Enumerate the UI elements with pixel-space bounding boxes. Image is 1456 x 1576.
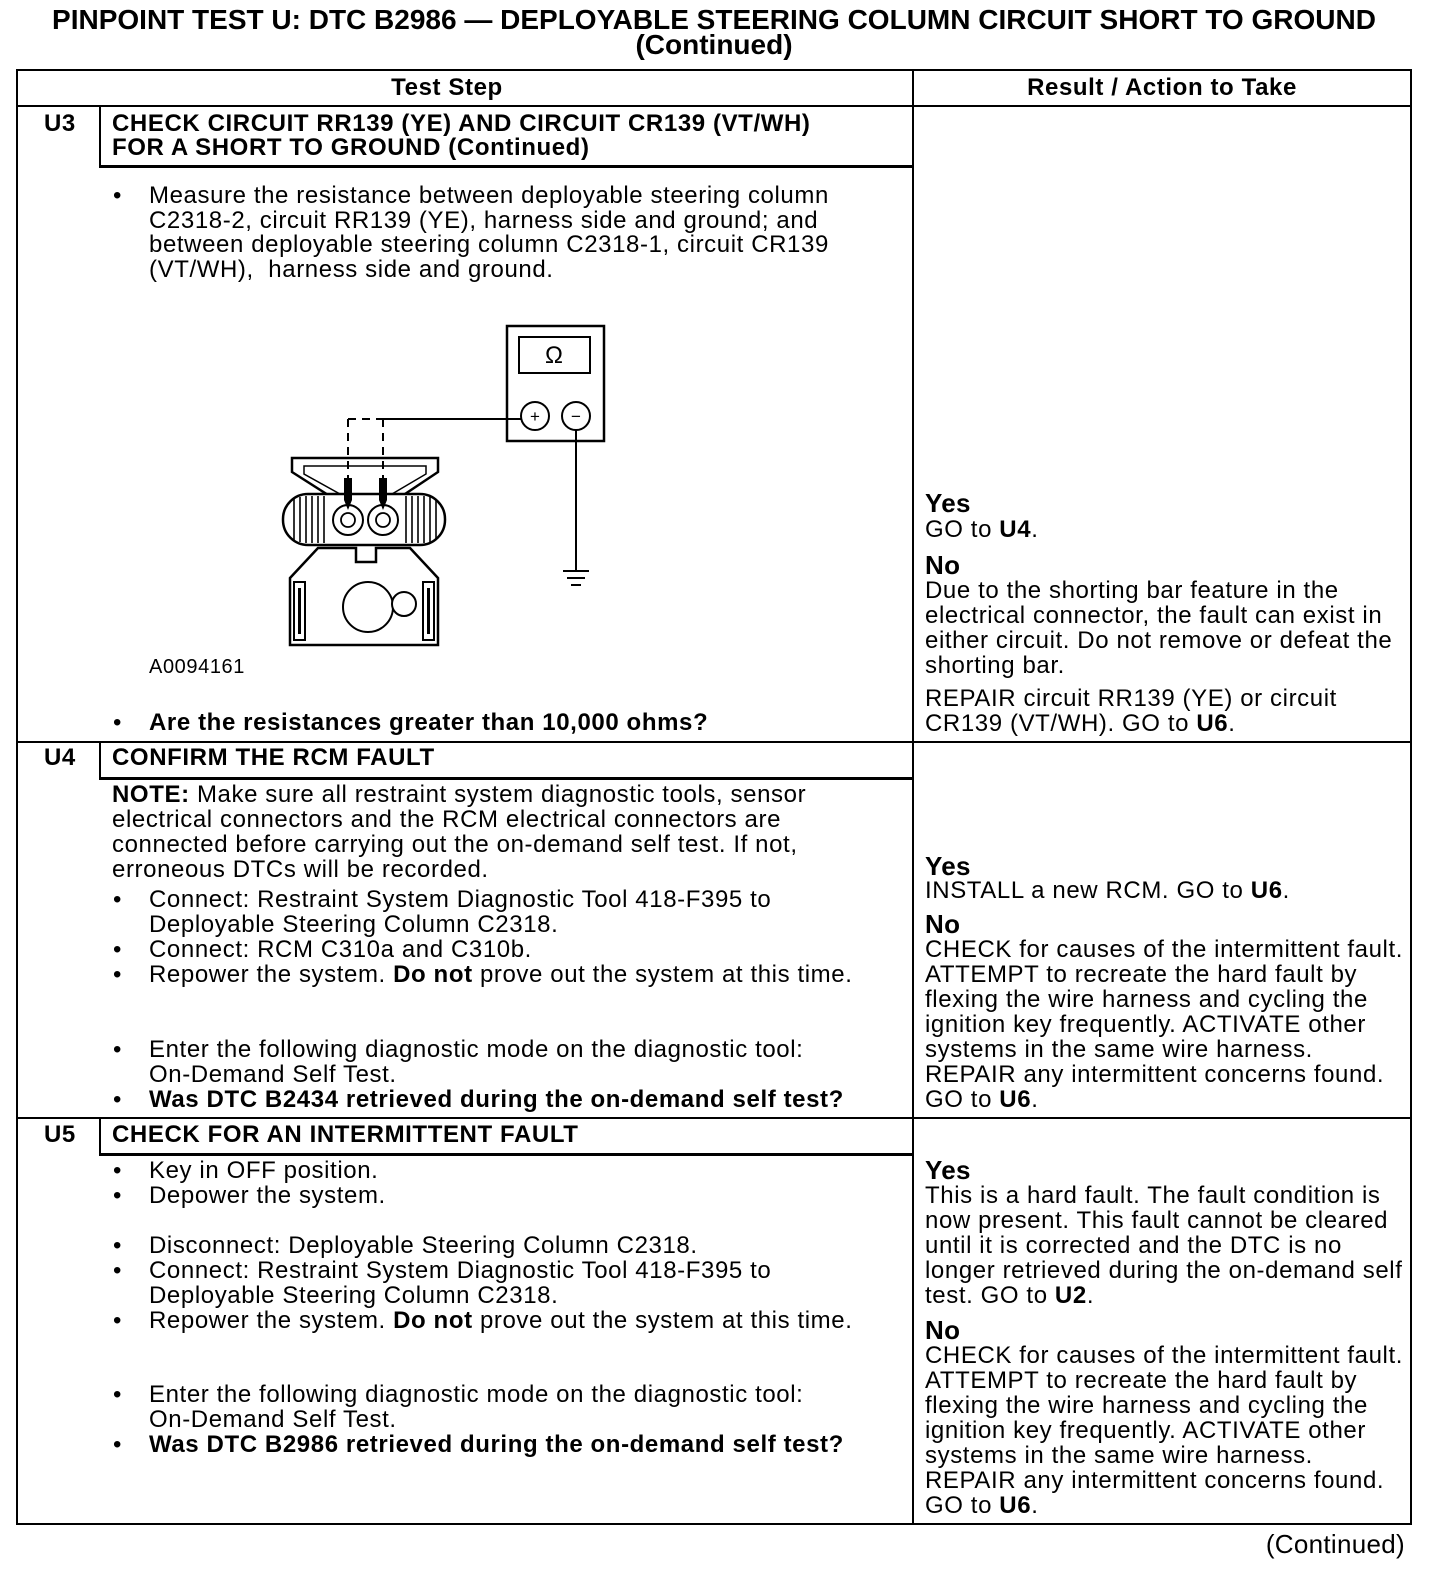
step-id: U5 bbox=[44, 1121, 76, 1148]
step-title-divider bbox=[99, 165, 914, 168]
result-no-line: ignition key frequently. ACTIVATE other bbox=[925, 1417, 1366, 1444]
step-title-divider bbox=[99, 1153, 914, 1156]
step-id-divider bbox=[99, 742, 101, 779]
result-no-line: REPAIR circuit RR139 (YE) or circuit bbox=[925, 685, 1337, 712]
instruction-line: On-Demand Self Test. bbox=[149, 1406, 397, 1433]
goto-step: U2 bbox=[1054, 1282, 1087, 1309]
table-right-border bbox=[1410, 69, 1412, 1525]
result-no-line: electrical connector, the fault can exist in bbox=[925, 602, 1383, 629]
result-no-line: shorting bar. bbox=[925, 652, 1065, 679]
positive-terminal-label: + bbox=[530, 407, 540, 426]
result-yes-label: Yes bbox=[925, 488, 971, 518]
instruction-line: • Connect: RCM C310a and C310b. bbox=[149, 937, 532, 962]
result-yes-action: GO to U4. bbox=[925, 516, 1039, 543]
column-small-bore bbox=[392, 592, 416, 616]
result-no-label: No bbox=[925, 909, 961, 939]
result-no-line: either circuit. Do not remove or defeat the bbox=[925, 627, 1393, 654]
instruction-line: • Depower the system. bbox=[149, 1183, 386, 1208]
instruction-line: • Key in OFF position. bbox=[149, 1158, 378, 1183]
result-no-line: Due to the shorting bar feature in the bbox=[925, 577, 1339, 604]
step-title: CHECK FOR AN INTERMITTENT FAULT bbox=[112, 1121, 579, 1148]
header-test-step: Test Step bbox=[391, 74, 503, 101]
goto-step: U4 bbox=[999, 516, 1032, 543]
ohmmeter-diagram bbox=[270, 315, 630, 660]
continued-footer: (Continued) bbox=[1265, 1529, 1405, 1559]
step-id: U4 bbox=[44, 744, 76, 771]
goto-step: U6 bbox=[999, 1086, 1032, 1113]
table-bottom-border bbox=[16, 1523, 1412, 1525]
result-no-line: CHECK for causes of the intermittent fault. bbox=[925, 936, 1403, 963]
result-no-label: No bbox=[925, 550, 961, 580]
result-no-line: ignition key frequently. ACTIVATE other bbox=[925, 1011, 1366, 1038]
note-label: NOTE: bbox=[112, 781, 190, 808]
step-title-divider bbox=[99, 777, 914, 780]
result-yes-line: until it is corrected and the DTC is no bbox=[925, 1232, 1342, 1259]
ohm-symbol: Ω bbox=[545, 342, 563, 369]
column-shaft-bore bbox=[343, 582, 393, 632]
instruction-line: • Enter the following diagnostic mode on the diagnostic tool: bbox=[149, 1037, 803, 1062]
result-no-action: GO to U6. bbox=[925, 1086, 1039, 1113]
connector-pin-1-core bbox=[376, 513, 390, 527]
figure-label: A0094161 bbox=[149, 656, 246, 678]
instruction-line: On-Demand Self Test. bbox=[149, 1061, 397, 1088]
instruction-line: • Connect: Restraint System Diagnostic Tool 418-F395 to bbox=[149, 887, 771, 912]
instruction-line: • Repower the system. Do not prove out the system at this time. bbox=[149, 1308, 853, 1333]
page-title: PINPOINT TEST U: DTC B2986 — DEPLOYABLE STEERING COLUMN CIRCUIT SHORT TO GROUND bbox=[52, 4, 1376, 35]
note-line: NOTE: Make sure all restraint system diagnostic tools, sensor bbox=[112, 781, 807, 808]
result-no-line: systems in the same wire harness. bbox=[925, 1036, 1313, 1063]
result-no-line: REPAIR any intermittent concerns found. bbox=[925, 1467, 1385, 1494]
header-result: Result / Action to Take bbox=[1027, 74, 1297, 101]
row-divider bbox=[16, 741, 1412, 743]
result-no-line: flexing the wire harness and cycling the bbox=[925, 1392, 1368, 1419]
result-no-label: No bbox=[925, 1315, 961, 1345]
instruction-line: • Measure the resistance between deployable steering column bbox=[149, 183, 829, 208]
result-yes-label: Yes bbox=[925, 851, 971, 881]
emphasis: Do not bbox=[393, 961, 473, 988]
instruction-line: • Connect: Restraint System Diagnostic Tool 418-F395 to bbox=[149, 1258, 771, 1283]
result-no-line: CHECK for causes of the intermittent fault. bbox=[925, 1342, 1403, 1369]
result-no-line: systems in the same wire harness. bbox=[925, 1442, 1313, 1469]
result-yes-action: test. GO to U2. bbox=[925, 1282, 1095, 1309]
step-question: • Are the resistances greater than 10,000 ohms? bbox=[149, 710, 708, 735]
result-no-line: ATTEMPT to recreate the hard fault by bbox=[925, 1367, 1358, 1394]
result-no-line: REPAIR any intermittent concerns found. bbox=[925, 1061, 1385, 1088]
step-title: CONFIRM THE RCM FAULT bbox=[112, 744, 435, 771]
step-title: CHECK CIRCUIT RR139 (YE) AND CIRCUIT CR139 (VT/WH) bbox=[112, 110, 811, 137]
goto-step: U6 bbox=[1250, 877, 1283, 904]
note-line: erroneous DTCs will be recorded. bbox=[112, 856, 489, 883]
connector-pin-2-core bbox=[341, 513, 355, 527]
result-yes-line: now present. This fault cannot be cleared bbox=[925, 1207, 1389, 1234]
instruction-line: • Disconnect: Deployable Steering Column C2318. bbox=[149, 1233, 698, 1258]
result-no-action: CR139 (VT/WH). GO to U6. bbox=[925, 710, 1236, 737]
emphasis: Do not bbox=[393, 1307, 473, 1334]
result-yes-action: INSTALL a new RCM. GO to U6. bbox=[925, 877, 1290, 904]
page-subtitle: (Continued) bbox=[635, 29, 793, 60]
housing-slot-left-inner bbox=[298, 588, 301, 634]
column-divider bbox=[912, 69, 914, 1525]
goto-step: U6 bbox=[999, 1492, 1032, 1519]
instruction-line: • Enter the following diagnostic mode on the diagnostic tool: bbox=[149, 1382, 803, 1407]
instruction-line: between deployable steering column C2318-1, circuit CR139 bbox=[149, 231, 829, 258]
instruction-line: • Repower the system. Do not prove out the system at this time. bbox=[149, 962, 853, 987]
result-yes-line: longer retrieved during the on-demand self bbox=[925, 1257, 1403, 1284]
row-divider bbox=[16, 1117, 1412, 1119]
instruction-line: Deployable Steering Column C2318. bbox=[149, 1282, 559, 1309]
negative-terminal-label: − bbox=[571, 407, 581, 426]
step-question: • Was DTC B2434 retrieved during the on-demand self test? bbox=[149, 1087, 844, 1112]
instruction-line: Deployable Steering Column C2318. bbox=[149, 911, 559, 938]
goto-step: U6 bbox=[1196, 710, 1229, 737]
table-top-border bbox=[16, 69, 1412, 71]
result-yes-label: Yes bbox=[925, 1155, 971, 1185]
step-id: U3 bbox=[44, 110, 76, 137]
result-yes-line: This is a hard fault. The fault condition is bbox=[925, 1182, 1381, 1209]
result-no-line: flexing the wire harness and cycling the bbox=[925, 986, 1368, 1013]
result-no-action: GO to U6. bbox=[925, 1492, 1039, 1519]
step-question: • Was DTC B2986 retrieved during the on-demand self test? bbox=[149, 1432, 844, 1457]
header-divider bbox=[16, 105, 1412, 107]
clockspring-body bbox=[283, 494, 445, 545]
result-no-line: ATTEMPT to recreate the hard fault by bbox=[925, 961, 1358, 988]
housing-slot-right-inner bbox=[427, 588, 430, 634]
step-id-divider bbox=[99, 106, 101, 167]
note-line: connected before carrying out the on-demand self test. If not, bbox=[112, 831, 798, 858]
step-title: FOR A SHORT TO GROUND (Continued) bbox=[112, 134, 590, 161]
instruction-line: C2318-2, circuit RR139 (YE), harness side and ground; and bbox=[149, 207, 819, 234]
instruction-line: (VT/WH), harness side and ground. bbox=[149, 256, 554, 283]
note-line: electrical connectors and the RCM electrical connectors are bbox=[112, 806, 782, 833]
table-left-border bbox=[16, 69, 18, 1525]
step-id-divider bbox=[99, 1118, 101, 1155]
